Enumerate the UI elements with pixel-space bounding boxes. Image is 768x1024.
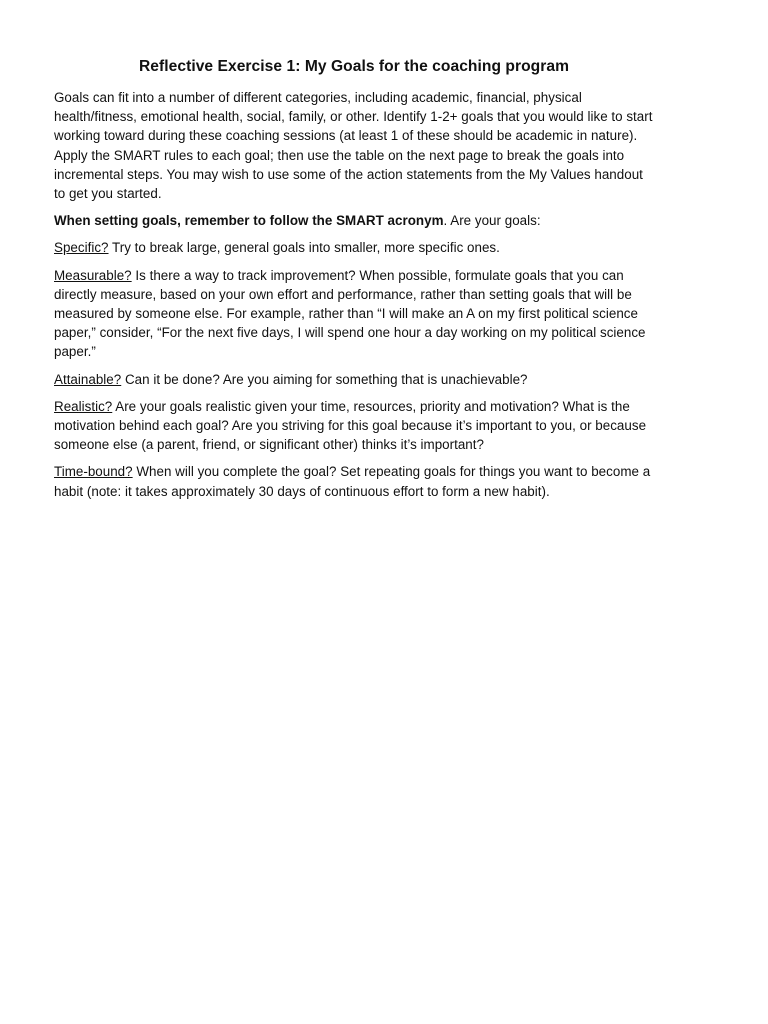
smart-item-measurable [54,266,654,362]
smart-lead-rest: . Are your goals: [443,213,541,229]
smart-term-measurable: Measurable? [54,267,132,283]
smart-term-realistic: Realistic? [54,398,113,414]
page-title: Reflective Exercise 1: My Goals for the coaching program [138,58,570,75]
smart-item-specific [54,238,654,257]
smart-text-time-bound: When will you complete the goal? Set repeating goals for things you want to become a habit (note: it takes approximately 30 days of continuous effort to form a new habit). [54,464,651,499]
smart-text-realistic: Are your goals realistic given your time, resources, priority and motivation? What is the motivation behind each goal? Are you striving for this goal because it’s important to you, or because someone else (a parent, friend, or significant other) thinks it’s important? [54,398,647,453]
document-content [54,56,654,509]
smart-item-time-bound [54,462,654,500]
intro-paragraph: Goals can fit into a number of different categories, including academic, financial, physical health/fitness, emotional health, social, family, or other. Identify 1-2+ goals that you would like to start working toward during these coaching sessions (at least 1 of these should be academic in nature). Apply the SMART rules to each goal; then use the table on the next page to break the goals into incremental steps. You may wish to use some of the action statements from the My Values handout to get you started. [54,90,653,202]
smart-item-attainable [54,370,654,389]
smart-text-specific: Try to break large, general goals into smaller, more specific ones. [108,240,500,256]
smart-item-realistic [54,397,654,455]
smart-text-measurable: Is there a way to track improvement? When possible, formulate goals that you can directly measure, based on your own effort and performance, rather than setting goals that will be measured by someone else. For example, rather than “I will make an A on my first political science paper,” consider, “For the next five days, I will spend one hour a day working on my political science paper.” [54,267,646,360]
smart-term-attainable: Attainable? [54,371,122,387]
smart-term-time-bound: Time-bound? [54,464,133,480]
smart-lead-bold: When setting goals, remember to follow the SMART acronym [54,213,444,229]
smart-text-attainable: Can it be done? Are you aiming for something that is unachievable? [121,371,528,387]
smart-term-specific: Specific? [54,240,109,256]
smart-lead-paragraph [54,211,654,230]
